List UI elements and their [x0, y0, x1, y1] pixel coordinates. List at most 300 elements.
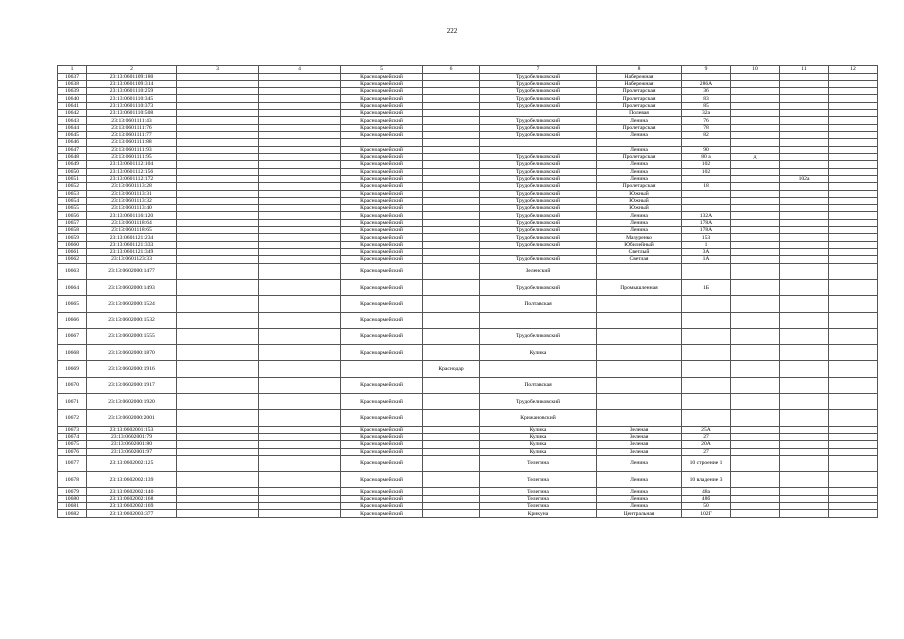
table-cell: 85	[682, 102, 731, 109]
table-cell: 23:13:0601111:76	[87, 124, 177, 131]
table-cell	[259, 495, 341, 502]
table-cell	[480, 361, 597, 377]
table-cell	[177, 448, 259, 455]
table-cell	[259, 510, 341, 517]
table-cell	[780, 132, 829, 139]
table-cell: 10680	[58, 495, 87, 502]
table-cell	[259, 361, 341, 377]
table-cell	[829, 296, 878, 312]
table-cell	[731, 234, 780, 241]
table-cell	[177, 410, 259, 426]
table-cell	[829, 455, 878, 471]
table-cell	[780, 296, 829, 312]
table-cell: Красноармейский	[341, 219, 423, 226]
table-cell	[259, 441, 341, 448]
table-cell	[177, 197, 259, 204]
table-row	[58, 361, 878, 377]
table-cell: Красноармейский	[341, 212, 423, 219]
table-cell: Трудобеликовский	[480, 190, 597, 197]
table-cell: Красноармейский	[341, 153, 423, 160]
table-cell: 23:13:0601111:88	[87, 139, 177, 146]
table-cell	[423, 328, 480, 344]
table-cell: 10656	[58, 212, 87, 219]
table-cell: Трудобеликовский	[480, 124, 597, 131]
table-cell	[731, 377, 780, 393]
table-cell: 23:13:0602000:1920	[87, 394, 177, 410]
table-cell: 10642	[58, 110, 87, 117]
table-cell: Красноармейский	[341, 88, 423, 95]
table-cell	[780, 183, 829, 190]
table-cell: 23:13:0601110:345	[87, 95, 177, 102]
table-cell	[423, 102, 480, 109]
table-cell	[423, 312, 480, 328]
table-cell: 10678	[58, 472, 87, 488]
table-cell: 1Б	[682, 279, 731, 295]
table-cell	[780, 227, 829, 234]
table-cell: 80 а	[682, 153, 731, 160]
table-cell	[423, 488, 480, 495]
table-cell	[829, 249, 878, 256]
table-cell: Красноармейский	[341, 256, 423, 263]
table-cell	[731, 441, 780, 448]
table-cell: Красноармейский	[341, 448, 423, 455]
table-cell	[682, 205, 731, 212]
table-cell: 102а	[780, 175, 829, 182]
table-cell	[780, 312, 829, 328]
column-header: 5	[341, 66, 423, 74]
table-cell	[731, 455, 780, 471]
table-cell	[829, 139, 878, 146]
table-row	[58, 345, 878, 361]
table-cell	[423, 279, 480, 295]
table-cell: 178А	[682, 219, 731, 226]
table-cell	[597, 296, 682, 312]
table-cell	[731, 448, 780, 455]
table-cell: 178А	[682, 227, 731, 234]
table-cell: 23:13:0602000:1532	[87, 312, 177, 328]
table-cell	[780, 426, 829, 433]
table-cell	[259, 205, 341, 212]
table-cell	[682, 394, 731, 410]
table-cell	[177, 279, 259, 295]
table-cell	[731, 312, 780, 328]
table-cell: 23:13:0602001:97	[87, 448, 177, 455]
table-cell	[177, 153, 259, 160]
table-cell: 23:13:0601118:64	[87, 219, 177, 226]
table-cell	[780, 448, 829, 455]
table-cell: Крикуна	[480, 510, 597, 517]
table-row	[58, 448, 878, 455]
table-row	[58, 212, 878, 219]
table-cell	[177, 455, 259, 471]
column-header: 8	[597, 66, 682, 74]
table-cell	[780, 263, 829, 279]
table-cell	[259, 488, 341, 495]
table-cell	[731, 227, 780, 234]
table-cell	[731, 132, 780, 139]
table-row	[58, 455, 878, 471]
table-cell: Красноармейский	[341, 110, 423, 117]
table-cell	[731, 328, 780, 344]
table-cell: Ленина	[597, 455, 682, 471]
table-cell: 23:13:0602002:168	[87, 495, 177, 502]
table-cell	[731, 256, 780, 263]
table-cell: Ленина	[597, 503, 682, 510]
table-cell: Красноармейский	[341, 345, 423, 361]
table-cell: Трудобеликовский	[480, 279, 597, 295]
table-cell: 23:13:0602001:79	[87, 433, 177, 440]
table-cell: 132А	[682, 212, 731, 219]
table-cell: 10647	[58, 146, 87, 153]
table-row	[58, 256, 878, 263]
table-cell: Трудобеликовский	[480, 234, 597, 241]
table-cell: Зеленая	[597, 448, 682, 455]
table-cell	[731, 212, 780, 219]
table-cell	[423, 410, 480, 426]
table-row	[58, 117, 878, 124]
table-cell: Кулика	[480, 433, 597, 440]
table-cell: Трудобеликовский	[480, 219, 597, 226]
table-cell	[682, 190, 731, 197]
table-cell: Трудобеликовский	[480, 205, 597, 212]
table-cell: 23:13:0601109:314	[87, 80, 177, 87]
table-cell	[597, 361, 682, 377]
table-cell: Полтавская	[480, 377, 597, 393]
table-cell: Мазуренко	[597, 234, 682, 241]
table-cell: 102	[682, 168, 731, 175]
table-cell: Красноармейский	[341, 296, 423, 312]
table-row	[58, 219, 878, 226]
table-cell	[423, 161, 480, 168]
table-cell	[682, 345, 731, 361]
table-cell	[177, 234, 259, 241]
table-cell: Ленина	[597, 132, 682, 139]
table-cell	[177, 296, 259, 312]
table-cell	[177, 472, 259, 488]
table-cell: Трудобеликовский	[480, 212, 597, 219]
column-header: 10	[731, 66, 780, 74]
table-row	[58, 102, 878, 109]
table-cell: 10643	[58, 117, 87, 124]
table-cell	[731, 296, 780, 312]
table-cell: Трудобеликовский	[480, 197, 597, 204]
table-cell	[259, 377, 341, 393]
table-cell: Красноармейский	[341, 263, 423, 279]
table-row	[58, 197, 878, 204]
table-cell	[259, 472, 341, 488]
table-cell	[829, 279, 878, 295]
table-cell	[829, 80, 878, 87]
table-cell	[423, 139, 480, 146]
table-cell: 23:13:0601113:31	[87, 190, 177, 197]
table-cell	[480, 139, 597, 146]
table-cell	[259, 95, 341, 102]
table-cell	[731, 117, 780, 124]
table-cell	[731, 168, 780, 175]
table-cell: Красноармейский	[341, 455, 423, 471]
table-cell: Красноармейский	[341, 249, 423, 256]
table-cell: 10669	[58, 361, 87, 377]
table-cell: Красноармейский	[341, 102, 423, 109]
table-cell	[177, 426, 259, 433]
table-cell	[780, 146, 829, 153]
table-cell	[829, 183, 878, 190]
table-row	[58, 139, 878, 146]
table-cell	[597, 345, 682, 361]
table-cell: Трудобеликовский	[480, 183, 597, 190]
table-cell: 10 владение 3	[682, 472, 731, 488]
table-cell: Трудобеликовский	[480, 88, 597, 95]
table-cell	[177, 132, 259, 139]
table-cell: Красноармейский	[341, 183, 423, 190]
table-cell: 10682	[58, 510, 87, 517]
table-cell: Ленина	[597, 472, 682, 488]
table-cell	[423, 88, 480, 95]
table-cell: Ленина	[597, 161, 682, 168]
table-row	[58, 190, 878, 197]
table-cell: 10662	[58, 256, 87, 263]
table-cell: Красноармейский	[341, 124, 423, 131]
table-cell	[259, 168, 341, 175]
table-cell: 23:13:0602000:1916	[87, 361, 177, 377]
table-cell: 82	[682, 132, 731, 139]
table-cell: Красноармейский	[341, 279, 423, 295]
table-cell	[829, 488, 878, 495]
table-cell	[423, 183, 480, 190]
table-cell	[259, 328, 341, 344]
table-cell: 10666	[58, 312, 87, 328]
table-cell: 10650	[58, 168, 87, 175]
table-cell	[423, 448, 480, 455]
table-cell	[780, 410, 829, 426]
table-cell	[780, 472, 829, 488]
table-row	[58, 175, 878, 182]
table-cell: 78	[682, 124, 731, 131]
table-cell: Красноармейский	[341, 117, 423, 124]
table-cell	[423, 197, 480, 204]
table-cell: Красноармейский	[341, 433, 423, 440]
table-cell: Набережная	[597, 80, 682, 87]
table-cell	[780, 279, 829, 295]
table-cell: 286А	[682, 80, 731, 87]
page-number: 222	[446, 27, 458, 35]
table-row	[58, 394, 878, 410]
table-cell	[259, 234, 341, 241]
table-cell: 10651	[58, 175, 87, 182]
table-cell: 23:13:0601112:172	[87, 175, 177, 182]
table-cell: 23:13:0601113:28	[87, 183, 177, 190]
table-cell: 23:13:0602001:153	[87, 426, 177, 433]
table-cell	[731, 472, 780, 488]
table-cell	[829, 377, 878, 393]
table-cell: Южный	[597, 197, 682, 204]
table-cell: Трудобеликовский	[480, 175, 597, 182]
table-cell: Ленина	[597, 488, 682, 495]
table-cell: 23:13:0601109:180	[87, 73, 177, 80]
table-cell	[731, 80, 780, 87]
table-cell	[423, 124, 480, 131]
table-cell	[480, 110, 597, 117]
table-cell: 23:13:0601118:65	[87, 227, 177, 234]
table-cell	[259, 219, 341, 226]
table-cell	[423, 80, 480, 87]
table-cell: 1	[682, 241, 731, 248]
table-cell	[780, 488, 829, 495]
table-cell	[829, 95, 878, 102]
table-cell	[731, 495, 780, 502]
table-cell	[731, 88, 780, 95]
table-cell: 23:13:0601111:43	[87, 117, 177, 124]
table-row	[58, 132, 878, 139]
table-cell	[731, 102, 780, 109]
table-cell: Набережная	[597, 73, 682, 80]
table-cell	[731, 279, 780, 295]
column-header: 7	[480, 66, 597, 74]
table-cell	[259, 503, 341, 510]
table-cell	[177, 95, 259, 102]
table-cell	[731, 161, 780, 168]
table-cell	[259, 132, 341, 139]
table-cell	[829, 234, 878, 241]
table-row	[58, 510, 878, 517]
table-cell: Трудобеликовский	[480, 241, 597, 248]
table-cell	[341, 139, 423, 146]
table-cell: Ленина	[597, 219, 682, 226]
table-cell	[731, 190, 780, 197]
table-cell	[177, 328, 259, 344]
table-cell	[423, 263, 480, 279]
table-cell	[780, 510, 829, 517]
table-cell: Пролетарская	[597, 102, 682, 109]
table-cell	[829, 102, 878, 109]
table-cell	[423, 146, 480, 153]
table-cell	[177, 249, 259, 256]
table-cell: Трудобеликовский	[480, 256, 597, 263]
table-cell: 23:13:0601112:104	[87, 161, 177, 168]
registry-table	[57, 65, 878, 518]
table-cell	[423, 455, 480, 471]
table-cell: Трудобеликовский	[480, 132, 597, 139]
table-cell	[731, 426, 780, 433]
table-cell: 10638	[58, 80, 87, 87]
table-cell	[780, 219, 829, 226]
table-cell	[780, 234, 829, 241]
table-cell	[731, 263, 780, 279]
table-cell: Красноармейский	[341, 146, 423, 153]
table-cell: Центральная	[597, 510, 682, 517]
table-cell	[829, 503, 878, 510]
table-cell: Трудобеликовский	[480, 73, 597, 80]
table-cell	[780, 503, 829, 510]
table-cell	[829, 495, 878, 502]
table-cell: Красноармейский	[341, 488, 423, 495]
table-cell: 10679	[58, 488, 87, 495]
table-row	[58, 249, 878, 256]
table-cell	[731, 183, 780, 190]
table-cell: 20А	[682, 441, 731, 448]
table-cell: 3А	[682, 249, 731, 256]
table-row	[58, 234, 878, 241]
table-cell	[731, 205, 780, 212]
table-cell: 10670	[58, 377, 87, 393]
table-cell	[259, 124, 341, 131]
table-cell: 10658	[58, 227, 87, 234]
table-cell	[731, 503, 780, 510]
table-cell	[423, 175, 480, 182]
table-cell	[780, 345, 829, 361]
table-cell	[423, 73, 480, 80]
table-cell	[597, 377, 682, 393]
table-cell	[780, 256, 829, 263]
column-header: 12	[829, 66, 878, 74]
table-cell	[177, 377, 259, 393]
table-cell	[780, 361, 829, 377]
table-cell: 10645	[58, 132, 87, 139]
table-cell	[829, 433, 878, 440]
table-cell: 10672	[58, 410, 87, 426]
table-row	[58, 312, 878, 328]
table-cell	[177, 241, 259, 248]
column-header: 4	[259, 66, 341, 74]
table-cell: 23:13:0602002:169	[87, 503, 177, 510]
table-cell: 23:13:0601121:333	[87, 241, 177, 248]
table-cell	[682, 263, 731, 279]
table-cell: 10652	[58, 183, 87, 190]
table-cell	[829, 124, 878, 131]
table-cell: 10661	[58, 249, 87, 256]
table-cell	[177, 161, 259, 168]
table-row	[58, 296, 878, 312]
table-cell: Красноармейский	[341, 241, 423, 248]
table-cell	[259, 153, 341, 160]
table-cell	[829, 212, 878, 219]
table-cell	[780, 455, 829, 471]
table-cell	[731, 488, 780, 495]
table-cell: Телегина	[480, 488, 597, 495]
table-cell	[682, 296, 731, 312]
table-cell	[731, 197, 780, 204]
table-cell	[480, 146, 597, 153]
table-cell	[423, 433, 480, 440]
table-cell: Ленина	[597, 168, 682, 175]
table-cell	[177, 394, 259, 410]
table-cell	[731, 139, 780, 146]
table-cell	[597, 263, 682, 279]
table-cell: 153	[682, 234, 731, 241]
table-cell	[829, 426, 878, 433]
table-cell	[259, 312, 341, 328]
table-cell: Телегина	[480, 495, 597, 502]
table-cell: Красноармейский	[341, 197, 423, 204]
table-cell	[177, 124, 259, 131]
table-cell: 23:13:0602000:1477	[87, 263, 177, 279]
table-cell: Красноармейский	[341, 410, 423, 426]
table-cell	[780, 249, 829, 256]
table-cell: 10639	[58, 88, 87, 95]
table-cell: 27	[682, 448, 731, 455]
table-cell: 25А	[682, 426, 731, 433]
table-cell: Пролетарская	[597, 124, 682, 131]
table-row	[58, 227, 878, 234]
table-cell: 10653	[58, 190, 87, 197]
table-cell: 10671	[58, 394, 87, 410]
table-cell	[829, 448, 878, 455]
table-cell	[829, 345, 878, 361]
table-cell: Красноармейский	[341, 168, 423, 175]
table-cell	[780, 241, 829, 248]
table-cell: 10660	[58, 241, 87, 248]
table-cell	[731, 73, 780, 80]
